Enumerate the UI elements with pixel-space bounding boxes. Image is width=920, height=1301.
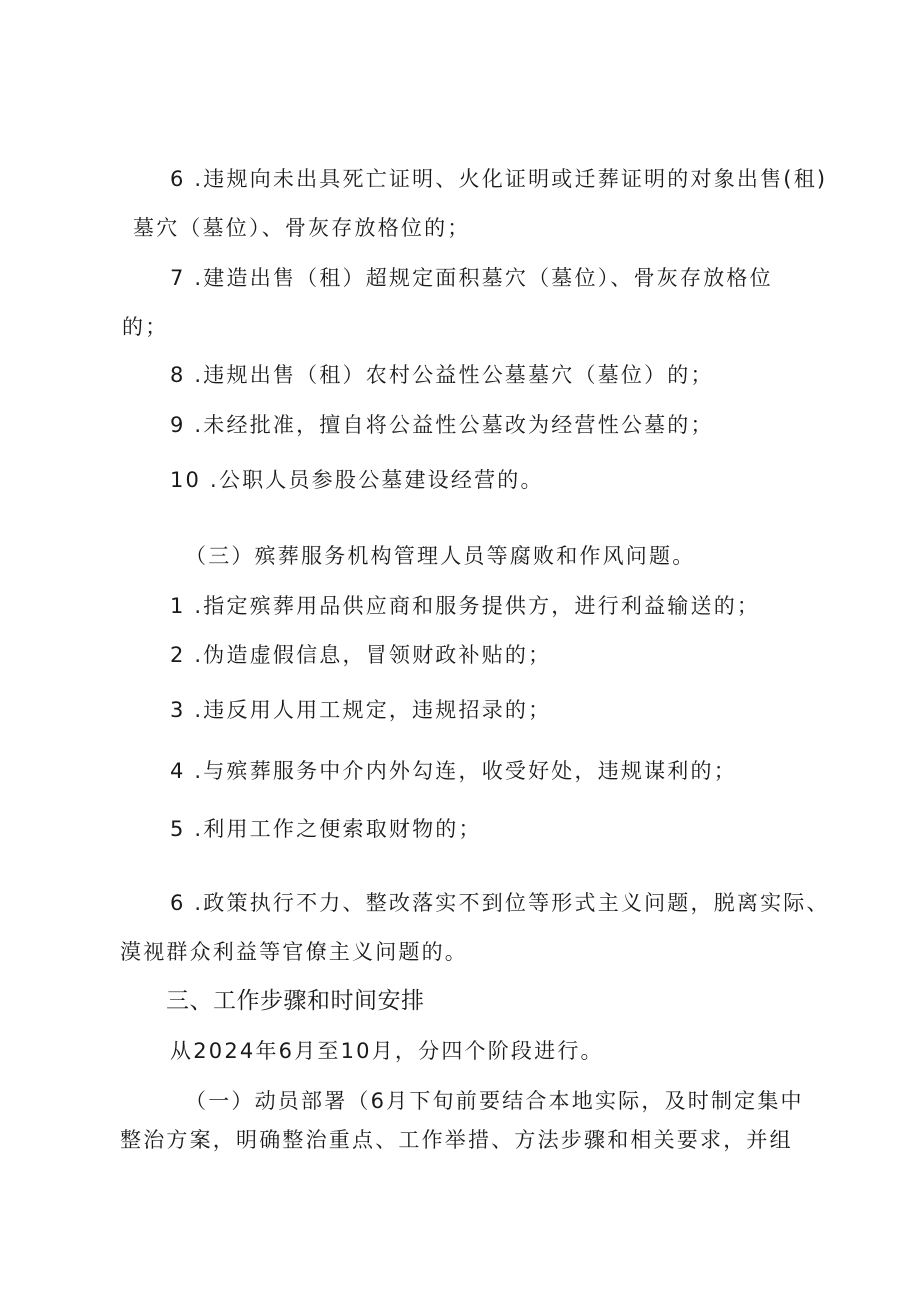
item-10-officials-shareholding: 10 .公职人员参股公墓建设经营的。 bbox=[170, 468, 544, 492]
schedule-overview: 从2024年6月至10月，分四个阶段进行。 bbox=[170, 1039, 604, 1063]
item-6-violation-sale-line-1: 6 .违规向未出具死亡证明、火化证明或迁葬证明的对象出售(租) bbox=[170, 167, 828, 191]
item-6-formalism-line-1: 6 .政策执行不力、整改落实不到位等形式主义问题，脱离实际、 bbox=[170, 891, 830, 915]
item-2-false-information: 2 .伪造虚假信息，冒领财政补贴的； bbox=[170, 643, 552, 667]
item-9-unauthorized-conversion: 9 .未经批准，擅自将公益性公墓改为经营性公墓的； bbox=[170, 413, 714, 437]
phase-1-mobilization-line-1: （一）动员部署（6月下旬前要结合本地实际，及时制定集中 bbox=[185, 1089, 804, 1113]
item-6-violation-sale-line-2: 墓穴（墓位）、骨灰存放格位的； bbox=[133, 216, 471, 240]
item-4-intermediary-collusion: 4 .与殡葬服务中介内外勾连，收受好处，违规谋利的； bbox=[170, 759, 737, 783]
item-8-rural-cemetery: 8 .违规出售（租）农村公益性公墓墓穴（墓位）的； bbox=[170, 363, 714, 387]
item-7-oversize-tomb-line-2: 的； bbox=[122, 315, 169, 339]
item-3-employment-violation: 3 .违反用人用工规定，违规招录的； bbox=[170, 698, 552, 722]
section-3-heading: 三、工作步骤和时间安排 bbox=[166, 988, 425, 1014]
item-7-oversize-tomb-line-1: 7 .建造出售（租）超规定面积墓穴（墓位）、骨灰存放格位 bbox=[170, 266, 773, 290]
subsection-3-heading: （三）殡葬服务机构管理人员等腐败和作风问题。 bbox=[185, 544, 696, 568]
phase-1-mobilization-line-2: 整治方案，明确整治重点、工作举措、方法步骤和相关要求，并组 bbox=[120, 1128, 793, 1152]
item-1-designated-suppliers: 1 .指定殡葬用品供应商和服务提供方，进行利益输送的； bbox=[170, 594, 761, 618]
item-6-formalism-line-2: 漠视群众利益等官僚主义问题的。 bbox=[120, 940, 468, 964]
item-5-soliciting-property: 5 .利用工作之便索取财物的； bbox=[170, 817, 482, 841]
